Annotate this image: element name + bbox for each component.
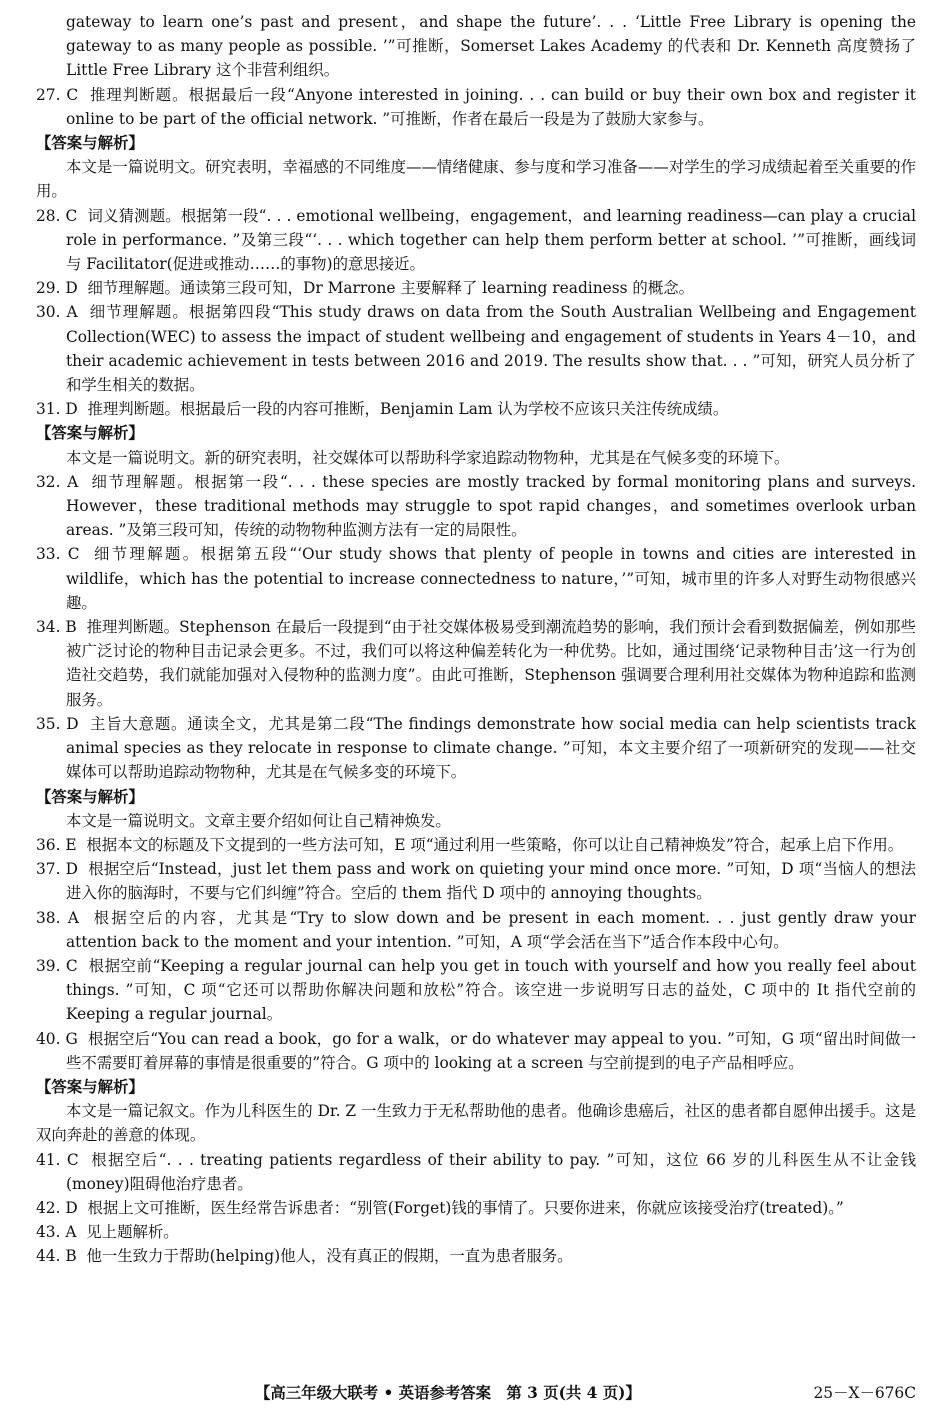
answer-item: [36, 712, 916, 785]
answer-text: 根据空前“Keeping a regular journal can help you get in touch with yourself and how you really feel about things. ”可知，C 项“它还可以帮助你解决问题和放松”符合。该空进一步说明写日志的益处，C 项中的 It 指代空前的 Keeping a regular journal。: [66, 956, 916, 1024]
answer-item: [36, 1027, 916, 1075]
section-header: 【答案与解析】: [36, 1077, 144, 1096]
answer-text: 见上题解析。: [86, 1223, 179, 1242]
answer-number: 43. A: [36, 1223, 77, 1242]
answer-item: [36, 954, 916, 1027]
section-3: [36, 421, 916, 784]
answer-number: 28. C: [36, 206, 78, 225]
answer-text: 细节理解题。通读第三段可知，Dr Marrone 主要解释了 learning readiness 的概念。: [87, 279, 694, 298]
answer-text: 根据空后“Instead，just let them pass and work on quieting your mind once more. ”可知，D 项“当恼人的想法进入你的脑海时，不要与它们纠缠”符合。空后的 them 指代 D 项中的 annoying thoughts。: [66, 860, 916, 903]
answer-item: [36, 300, 916, 397]
answer-text: 主旨大意题。通读全文，尤其是第二段“The findings demonstrate how social media can help scientists track animal species as they relocate in response to climate change. ”可知，本文主要介绍了一项新研究的发现——社交媒体可以帮助追踪动物物种，尤其是在气候多变的环境下。: [66, 714, 916, 782]
answer-number: 34. B: [36, 618, 77, 637]
answer-item: [36, 83, 916, 131]
answer-text: 他一生致力于帮助(helping)他人，没有真正的假期，一直为患者服务。: [86, 1247, 573, 1266]
answer-text: 细节理解题。根据第四段“This study draws on data from the South Australian Wellbeing and Engagement Collection(WEC) to assess the impact of student wellbeing and engagement of students in Years 4－10，and their academic achievement in tests between 2016 and 2019. The results show that. . . ”可知，研究人员分析了和学生相关的数据。: [66, 303, 916, 395]
answer-text: 推理判断题。根据最后一段“Anyone interested in joining. . . can build or buy their own box and register it online to be part of the official network. ”可推断，作者在最后一段是为了鼓励大家参与。: [66, 85, 916, 128]
answer-number: 35. D: [36, 714, 79, 733]
section-summary: 本文是一篇说明文。文章主要介绍如何让自己精神焕发。: [66, 811, 451, 830]
page-footer: [0, 1381, 950, 1405]
answer-number: 31. D: [36, 400, 78, 419]
section-header: 【答案与解析】: [36, 424, 144, 443]
answer-number: 36. E: [36, 835, 77, 854]
section-summary: 本文是一篇记叙文。作为儿科医生的 Dr. Z 一生致力于无私帮助他的患者。他确诊患癌后，社区的患者都自愿伸出援手。这是双向奔赴的善意的体现。: [36, 1102, 916, 1145]
footer-code: 25－X－676C: [813, 1384, 916, 1402]
answer-number: 40. G: [36, 1029, 78, 1048]
answer-text: 根据本文的标题及下文提到的一些方法可知，E 项“通过利用一些策略，你可以让自己精神焕发”符合，起承上启下作用。: [86, 835, 904, 854]
section-summary: 本文是一篇说明文。新的研究表明，社交媒体可以帮助科学家追踪动物物种，尤其是在气候多变的环境下。: [66, 448, 790, 467]
answer-number: 41. C: [36, 1150, 79, 1169]
answer-item: [36, 1196, 916, 1220]
section-header: 【答案与解析】: [36, 134, 144, 153]
answer-item: [36, 542, 916, 615]
answer-item: [36, 833, 916, 857]
answer-number: 39. C: [36, 956, 78, 975]
answer-text: 根据上文可推断，医生经常告诉患者：“别管(Forget)钱的事情了。只要你进来，你就应该接受治疗(treated)。”: [87, 1198, 844, 1217]
answer-item: [36, 397, 916, 421]
answer-text: 词义猜测题。根据第一段“. . . emotional wellbeing，engagement，and learning readiness—can play a crucial role in performance. ”及第三段“‘. . . which together can help them perform better at school. ’”可推断，画线词与 Facilitator(促进或推动……的事物)的意思接近。: [66, 206, 916, 274]
section-4: [36, 785, 916, 1075]
answer-item: [36, 615, 916, 712]
answer-item: [36, 470, 916, 543]
answer-item: [36, 204, 916, 277]
answer-text: 根据空后“. . . treating patients regardless of their ability to pay. ”可知，这位 66 岁的儿科医生从不让金钱(money)阻碍他治疗患者。: [66, 1150, 916, 1193]
answer-item: [36, 276, 916, 300]
section-5: [36, 1075, 916, 1269]
answer-page: [36, 10, 916, 1269]
section-1: [36, 83, 916, 131]
answer-text: 根据空后“You can read a book，go for a walk，or do whatever may appeal to you. ”可知，G 项“留出时间做一些不需要盯着屏幕的事情是很重要的”符合。G 项中的 looking at a screen 与空前提到的电子产品相呼应。: [66, 1029, 916, 1072]
answer-number: 32. A: [36, 472, 79, 491]
answer-item: [36, 1148, 916, 1196]
answer-number: 37. D: [36, 860, 78, 879]
answer-number: 30. A: [36, 303, 78, 322]
answer-number: 38. A: [36, 908, 79, 927]
footer-title: 【高三年级大联考 • 英语参考答案 第 3 页(共 4 页)】: [255, 1384, 641, 1402]
answer-number: 44. B: [36, 1247, 77, 1266]
answer-text: 推理判断题。根据最后一段的内容可推断，Benjamin Lam 认为学校不应该只关注传统成绩。: [87, 400, 729, 419]
answer-text: 细节理解题。根据第五段“‘Our study shows that plenty of people in towns and cities are interested in wildlife，which has the potential to increase connectedness to nature，’”可知，城市里的许多人对野生动物很感兴趣。: [66, 545, 916, 612]
intro-paragraph: gateway to learn one’s past and present，and shape the future’. . . ‘Little Free Library is opening the gateway to as many people as possible. ’”可推断，Somerset Lakes Academy 的代表和 Dr. Kenneth 高度赞扬了 Little Free Library 这个非营利组织。: [66, 13, 916, 80]
answer-item: [36, 1220, 916, 1244]
section-summary: 本文是一篇说明文。研究表明，幸福感的不同维度——情绪健康、参与度和学习准备——对学生的学习成绩起着至关重要的作用。: [36, 158, 916, 201]
answer-text: 推理判断题。Stephenson 在最后一段提到“由于社交媒体极易受到潮流趋势的影响，我们预计会看到数据偏差，例如那些被广泛讨论的物种目击记录会更多。不过，我们可以将这种偏差转化为一种优势。比如，通过围绕‘记录物种目击’这一行为创造社交趋势，我们就能加强对入侵物种的监测力度”。由此可推断，Stephenson 强调要合理利用社交媒体为物种追踪和监测服务。: [66, 618, 916, 709]
answer-item: [36, 1244, 916, 1268]
answer-item: [36, 857, 916, 905]
answer-item: [36, 906, 916, 954]
answer-text: 细节理解题。根据第一段“. . . these species are mostly tracked by formal monitoring plans and surveys. However，these traditional methods may struggle to spot rapid changes，and sometimes overlook urban areas. ”及第三段可知，传统的动物物种监测方法有一定的局限性。: [66, 472, 916, 540]
answer-text: 根据空后的内容，尤其是“Try to slow down and be present in each moment. . . just gently draw your attention back to the moment and your intention. ”可知，A 项“学会活在当下”适合作本段中心句。: [66, 908, 916, 951]
section-2: [36, 131, 916, 421]
answer-number: 42. D: [36, 1198, 78, 1217]
answer-number: 27. C: [36, 85, 79, 104]
section-header: 【答案与解析】: [36, 787, 144, 806]
answer-number: 33. C: [36, 545, 80, 564]
answer-number: 29. D: [36, 279, 78, 298]
